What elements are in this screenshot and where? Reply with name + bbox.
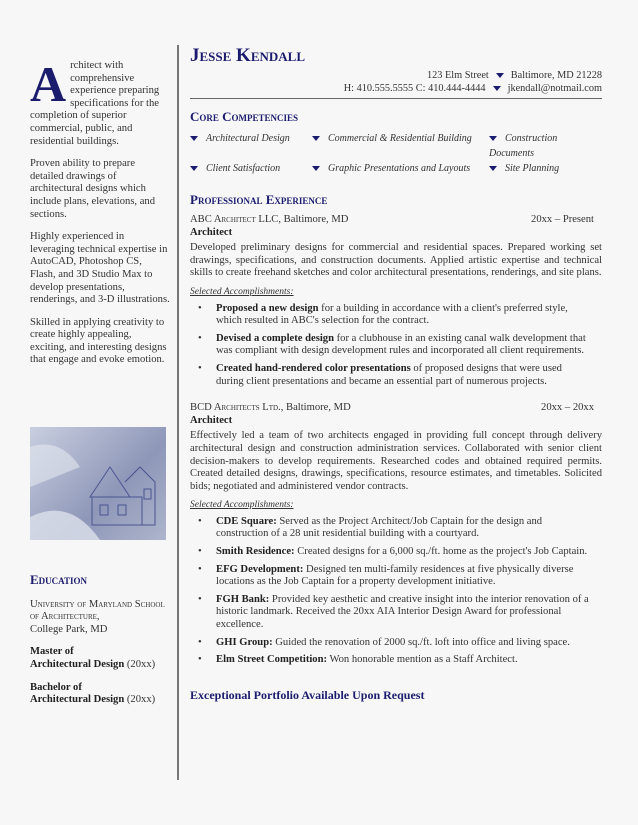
experience-heading: Professional Experience bbox=[190, 192, 328, 207]
job-dates: 20xx – 20xx bbox=[541, 402, 594, 414]
job-description: Developed preliminary designs for commercial and residential spaces. Prepared working set drawings, specifications, and construction documents. Applied artistic expertise and technical skills to create freehand sketches and color architectural presentations, renderings, and site plans. bbox=[190, 242, 602, 279]
job-dates: 20xx – Present bbox=[531, 214, 594, 225]
degree-line: Bachelor of bbox=[30, 681, 82, 693]
school-name: University of Maryland School of Architecture, bbox=[30, 598, 165, 623]
competency: Commercial & Residential Building bbox=[328, 133, 472, 144]
degree-line: Master of bbox=[30, 646, 74, 658]
list-item: • Devised a complete design for a clubhouse in an existing canal walk development that was compliant with design development rules and incorporated all client requirements. bbox=[216, 333, 602, 358]
triangle-bullet-icon bbox=[493, 86, 501, 91]
competency: Graphic Presentations and Layouts bbox=[328, 163, 471, 174]
phones: H: 410.555.5555 C: 410.444-4444 bbox=[343, 83, 486, 94]
competencies-heading: Core Competencies bbox=[190, 109, 299, 124]
triangle-bullet-icon bbox=[312, 166, 320, 171]
triangle-bullet-icon bbox=[190, 136, 198, 141]
triangle-bullet-icon bbox=[489, 136, 497, 141]
email-link[interactable]: jkendall@notmail.com bbox=[507, 83, 602, 94]
job-role: Architect bbox=[190, 414, 233, 426]
education-section bbox=[30, 574, 175, 717]
competencies-list bbox=[190, 131, 602, 176]
drop-cap: A bbox=[30, 56, 67, 112]
street: 123 Elm Street bbox=[426, 70, 489, 81]
candidate-name: Jesse Kendall bbox=[190, 45, 306, 66]
degree-year: (20xx) bbox=[126, 694, 156, 706]
list-item: • Smith Residence: Created designs for a 6,000 sq./ft. home as the project's Job Captain. bbox=[216, 546, 602, 559]
header-rule bbox=[190, 98, 602, 99]
degree-year: (20xx) bbox=[126, 658, 156, 670]
competency: Architectural Design bbox=[206, 133, 290, 144]
job-entry bbox=[190, 214, 602, 388]
main-content bbox=[190, 45, 602, 701]
job-location: , Baltimore, MD bbox=[280, 402, 351, 414]
summary-paragraph: Highly experienced in leveraging technical expertise in AutoCAD, Photoshop CS, Flash, and 3D Studio Max to develop presentations, renderings, and 3-D illustrations. bbox=[30, 231, 170, 306]
company: BCD Architects Ltd. bbox=[190, 402, 281, 414]
company: ABC Architect LLC bbox=[190, 214, 279, 225]
list-item: • GHI Group: Guided the renovation of 2000 sq./ft. loft into office and living space. bbox=[216, 637, 602, 650]
competency: Construction Documents bbox=[489, 133, 558, 159]
summary-paragraph: Proven ability to prepare detailed drawings of architectural designs which include plans, elevations, and sections. bbox=[30, 158, 156, 220]
divider-line bbox=[177, 45, 179, 780]
triangle-bullet-icon bbox=[496, 73, 504, 78]
list-item: • EFG Development: Designed ten multi-family residences at five physically diverse locations as the Job Captain for a property development initiative. bbox=[216, 564, 602, 589]
competency: Client Satisfaction bbox=[206, 163, 281, 174]
job-location: , Baltimore, MD bbox=[278, 214, 349, 225]
degree-line: Architectural Design bbox=[30, 694, 125, 706]
degree bbox=[30, 646, 175, 671]
list-item: • Proposed a new design for a building in accordance with a client's preferred style, which resulted in ABC's selection for the contract. bbox=[216, 303, 602, 328]
list-item: • Created hand-rendered color presentations of proposed designs that were used during client presentations and became an essential part of numerous projects. bbox=[216, 363, 602, 388]
accomplishments-label: Selected Accomplishments: bbox=[190, 500, 294, 511]
school-location: College Park, MD bbox=[30, 623, 108, 635]
job-entry bbox=[190, 402, 602, 667]
list-item: • FGH Bank: Provided key aesthetic and creative insight into the interior renovation of a historic landmark. Received the 20xx AIA Interior Design Award for professional excellence. bbox=[216, 594, 602, 632]
accomplishments-label: Selected Accomplishments: bbox=[190, 286, 294, 297]
city: Baltimore, MD 21228 bbox=[510, 70, 602, 81]
blueprint-house-image bbox=[30, 427, 166, 540]
triangle-bullet-icon bbox=[489, 166, 497, 171]
triangle-bullet-icon bbox=[312, 136, 320, 141]
intro-text: rchitect with comprehensive experience preparing specifications for the completion of superior commercial, public, and residential buildings. bbox=[30, 60, 160, 147]
contact-info bbox=[190, 69, 602, 95]
job-role: Architect bbox=[190, 226, 233, 238]
education-heading: Education bbox=[30, 572, 88, 587]
list-item: • Elm Street Competition: Won honorable mention as a Staff Architect. bbox=[216, 654, 602, 667]
summary-paragraph: Skilled in applying creativity to create highly appealing, exciting, and interesting designs that engage and evoke emotion. bbox=[30, 316, 167, 366]
competency: Site Planning bbox=[505, 163, 560, 174]
degree-line: Architectural Design bbox=[30, 658, 125, 670]
triangle-bullet-icon bbox=[190, 166, 198, 171]
portfolio-note: Exceptional Portfolio Available Upon Request bbox=[190, 687, 425, 702]
sidebar-summary bbox=[30, 56, 170, 377]
degree bbox=[30, 682, 175, 707]
job-description: Effectively led a team of two architects engaged in providing full concept through delivery architectural design and construction administration services. Collaborated with senior client decision-makers to develop requirements. Researched codes and obtained required permits. Created detailed designs, drawings, specifications, resource estimates, and timetables. Solicited bids; negotiated and administered vendor contracts. bbox=[190, 430, 602, 492]
list-item: • CDE Square: Served as the Project Architect/Job Captain for the design and construction of a 28 unit residential building with a courtyard. bbox=[216, 516, 602, 541]
